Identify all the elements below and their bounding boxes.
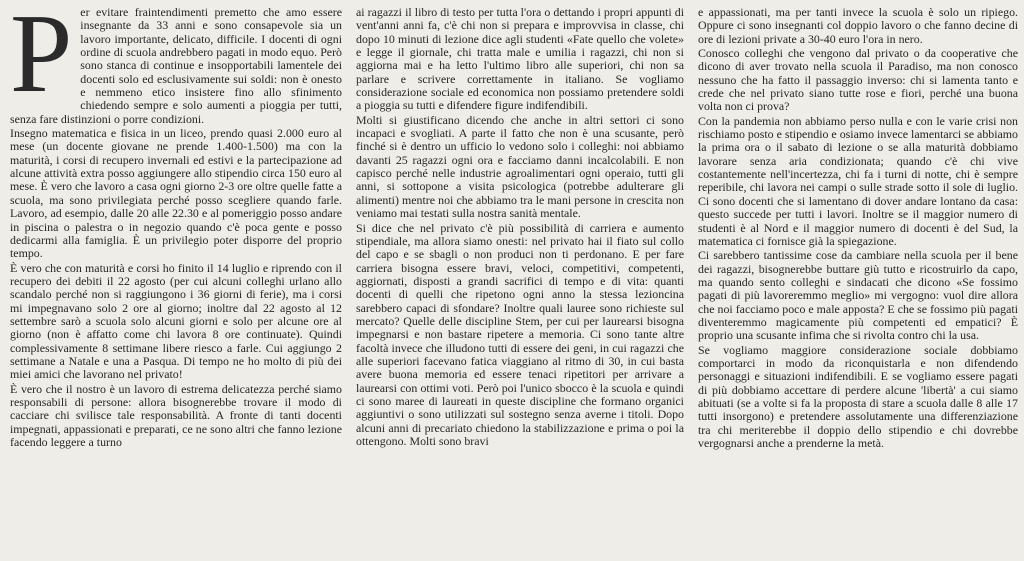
article-column-3 xyxy=(698,6,1018,561)
paragraph: Se vogliamo maggiore considerazione sociale dobbiamo comportarci in modo da riconquistarla e non difendendo personaggi e situazioni indifendibili. E se vogliamo essere pagati di più dobbiamo accettare di perdere alcune 'libertà' a cui siamo abituati (se a volte si fa la proposta di stare a scuola dalle 8 alle 17 tutti insorgono) e pretendere assolutamente una differenziazione tra chi meriterebbe il doppio dello stipendio e chi dovrebbe vergognarsi anche a prenderne la metà. xyxy=(698,342,1018,450)
paragraph: Con la pandemia non abbiamo perso nulla e con le varie crisi non rischiamo posto e stipendio e osiamo invece lamentarci se abbiamo la prima ora o il sabato di lezione o se alla maturità dobbiamo lavorare senza aria condizionata; quando c'è chi vive costantemente nell'incertezza, chi fa i turni di notte, chi è sempre reperibile, chi lavora nei campi o sulle strade sotto il sole di luglio. Ci sono docenti che si lamentano di dover andare lontano da casa: questo succede per tutti i lavori. Inoltre se il maggior numero di studenti è al Nord e il maggior numero di docenti è del Sud, la matematica ci fornisce già la spiegazione. xyxy=(698,113,1018,248)
paragraph: er evitare fraintendimenti premetto che amo essere insegnante da 33 anni e sono consapevole sia un lavoro importante, delicato, difficile. I docenti di ogni ordine di scuola andrebbero pagati in modo equo. Però sono stanca di continue e insopportabili lamentele dei docenti solo ed esclusivamente sui soldi: non è onesto e nemmeno etico insistere fino allo sfinimento chiedendo sempre e solo aumenti a pioggia per tutti, senza fare distinzioni o porre condizioni. xyxy=(10,6,342,126)
paragraph: Ci sarebbero tantissime cose da cambiare nella scuola per il bene dei ragazzi, bisognerebbe buttare giù tutto e ricostruirlo da capo, ma quando sento colleghi e sindacati che dicono «Se fossimo pagati di più lavoreremmo meglio» mi vergogno: vuol dire allora che noi facciamo poco e male apposta? E che se fossimo più pagati diventeremmo magicamente più competenti ed empatici? È proprio una scusante infima che si rivolta contro chi la usa. xyxy=(698,248,1018,343)
paragraph: e appassionati, ma per tanti invece la scuola è solo un ripiego. Oppure ci sono insegnanti col doppio lavoro o che fanno decine di ore di lezioni private a 30-40 euro l'ora in nero. xyxy=(698,6,1018,46)
article-column-2 xyxy=(356,6,684,561)
paragraph: Molti si giustificano dicendo che anche in altri settori ci sono incapaci e svogliati. A parte il fatto che non è una scusante, però finché si è dentro un ufficio lo vedono solo i colleghi: noi abbiamo davanti 25 ragazzi ogni ora e facciamo danni incalcolabili. E non capisco perché nelle industrie agroalimentari ogni operaio, tutti gli anni, si sottopone a visita psicologica (potrebbe adulterare gli alimenti) mentre noi che abbiamo tra le mani persone in crescita non veniamo mai testati sulla nostra sanità mentale. xyxy=(356,112,684,221)
paragraph: Si dice che nel privato c'è più possibilità di carriera e aumento stipendiale, ma allora siamo onesti: nel privato hai il fiato sul collo del capo e se sbagli o non produci non ti perdonano. E per fare carriera bisogna essere bravi, veloci, competitivi, competenti, aggiornati, disposti a grandi sacrifici di tempo e di vita: quanti docenti di quelli che ripetono ogni anno la stessa lezioncina sarebbero capaci di sfondare? Inoltre quali lauree sono richieste sul mercato? Quelle delle discipline Stem, per cui per laurearsi bisogna impegnarsi e non bastare ripetere a memoria. Ci sono tante altre facoltà invece che illudono tutti di essere dei geni, in cui ragazzi che alle superiori facevano fatica viaggiano al ritmo di 30, in cui basta avere buona memoria ed essere tenaci ripetitori per arrivare a laurearsi con ottimi voti. Però poi l'unico sbocco è la scuola e quindi ci sono maree di laureati in queste discipline che formano organici aggiuntivi o sono utilizzati sul sostegno senza averne i titoli. Dopo alcuni anni di precariato chiedono la stabilizzazione e prima o poi la ottengono. Molti sono bravi xyxy=(356,220,684,448)
paragraph: È vero che con maturità e corsi ho finito il 14 luglio e riprendo con il recupero dei debiti il 22 agosto (per cui alcuni colleghi urlano allo scandalo perché non si raggiungono i 36 giorni di ferie), ma i corsi mi impegnavano solo 2 ore al giorno; inoltre dal 22 agosto al 12 settembre sarò a scuola solo alcuni giorni e solo per alcune ore al giorno (non è affatto come chi lavora 8 ore continuate). Quindi complessivamente 8 settimane libere riesco a farle. Cui aggiungo 2 settimane a Natale e una a Pasqua. Di tempo ne ho molto di più dei miei amici che lavorano nel privato! xyxy=(10,260,342,382)
article-column-1 xyxy=(10,6,342,561)
paragraph: È vero che il nostro è un lavoro di estrema delicatezza perché siamo responsabili di persone: allora bisognerebbe trovare il modo di cacciare chi svilisce tale responsabilità. A fronte di tanti docenti impegnati, appassionati e preparati, ce ne sono altri che fanno lezione facendo leggere a turno xyxy=(10,381,342,449)
drop-cap: P xyxy=(10,6,73,116)
paragraph: ai ragazzi il libro di testo per tutta l'ora o dettando i propri appunti di vent'anni anni fa, c'è chi non si prepara e improvvisa in classe, chi dopo 10 minuti di lezione dice agli studenti «Fate quello che volete» e legge il giornale, chi tratta male e umilia i ragazzi, chi non si aggiorna mai e ha letto l'ultimo libro alle superiori, chi non sa parlare e scrivere correttamente in italiano. Se vogliamo considerazione sociale ed economica non possiamo pretendere soldi a pioggia su tutti e difendere figure indifendibili. xyxy=(356,6,684,113)
paragraph: Insegno matematica e fisica in un liceo, prendo quasi 2.000 euro al mese (un docente giovane ne prende 1.400-1.500) ma con la maturità, i corsi di recupero invernali ed estivi e la partecipazione ad alcune attività extra posso aggiungere allo stipendio circa 150 euro al mese. È vero che lavoro a casa ogni giorno 2-3 ore oltre quelle fatte a scuola, ma sono privilegiata perché posso scegliere quando farle. Lavoro, ad esempio, dalle 20 alle 22.30 e al pomeriggio posso andare in piscina o palestra o in negozio quando c'è poca gente e posso dedicarmi alla famiglia. È un privilegio poter disporre del proprio tempo. xyxy=(10,126,342,261)
paragraph: Conosco colleghi che vengono dal privato o da cooperative che dicono di aver trovato nella scuola il Paradiso, ma non conosco nessuno che ha fatto il passaggio inverso: chi si lamenta tanto e crede che nel privato siano tutte rose e fiori, perché una buona volta non ci prova? xyxy=(698,46,1018,114)
article-columns xyxy=(10,6,1016,561)
